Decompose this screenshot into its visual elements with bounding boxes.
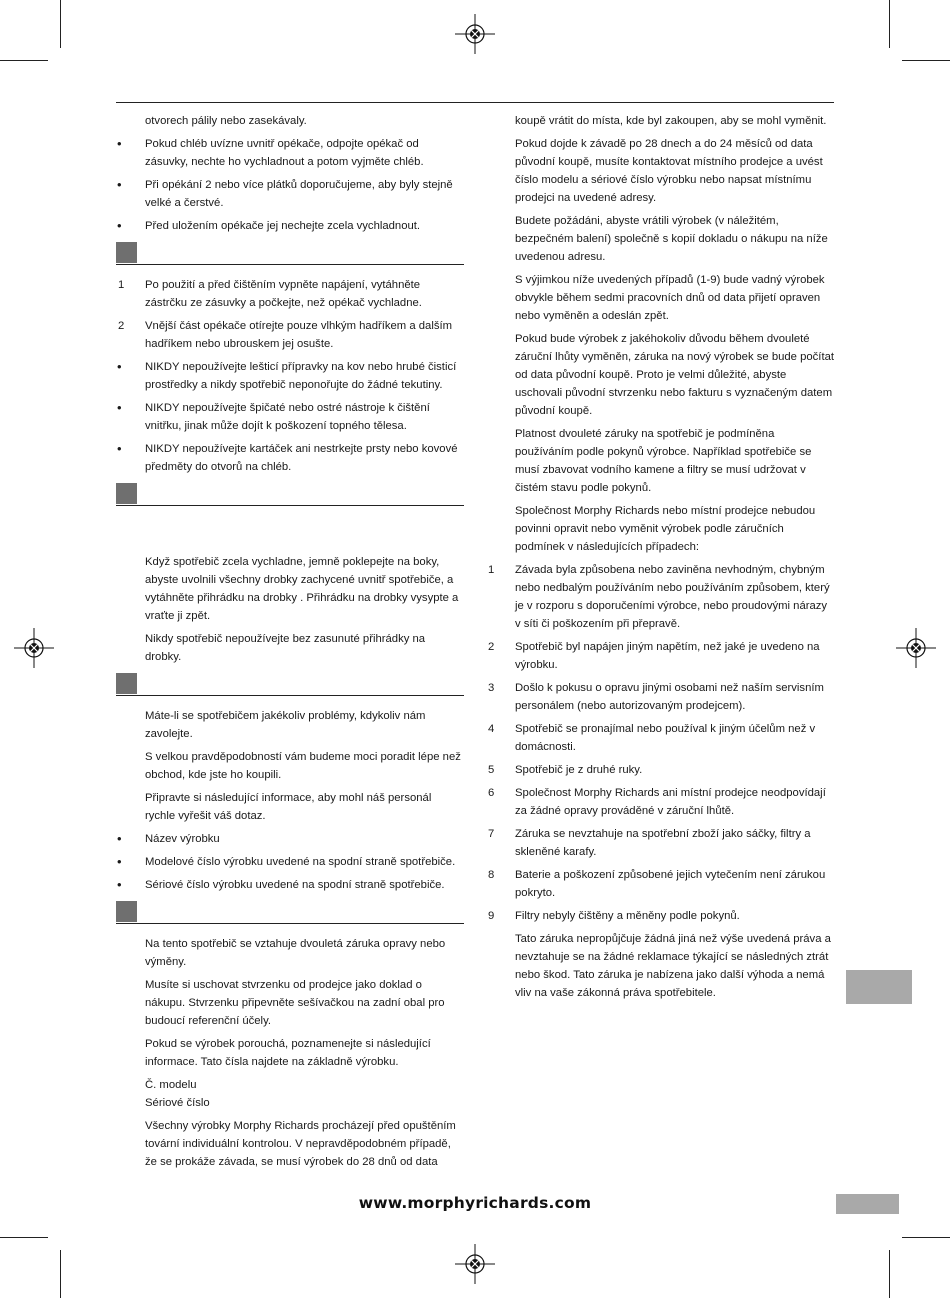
section-divider-warranty: [116, 901, 464, 924]
item-number: 6: [488, 787, 495, 799]
numbered-item: [116, 276, 464, 312]
item-number: 2: [488, 641, 495, 653]
section-marker: [116, 483, 137, 504]
crop-mark: [0, 1237, 48, 1238]
crop-mark: [0, 60, 48, 61]
paragraph: Na tento spotřebič se vztahuje dvouletá záruka opravy nebo výměny.: [145, 938, 446, 968]
section-divider-helpline: [116, 673, 464, 696]
item-number: 1: [118, 279, 125, 291]
item-text: Záruka se nevztahuje na spotřební zboží jako sáčky, filtry a skleněné karafy.: [515, 828, 811, 858]
exclusion-item: [486, 638, 834, 674]
paragraph: koupě vrátit do místa, kde byl zakoupen, aby se mohl vyměnit.: [515, 115, 827, 127]
registration-mark-icon: [896, 628, 936, 668]
paragraph: Máte-li se spotřebičem jakékoliv problémy, kdykoliv nám zavolejte.: [145, 710, 426, 740]
paragraph: Pokud bude výrobek z jakéhokoliv důvodu během dvouleté záruční lhůty vyměněn, záruka na nový výrobek se bude počítat od data původní koupě. Proto je velmi důležité, abyste uschovali původní stvrzenku nebo fakturu s vyznačeným datem původní koupě.: [515, 333, 834, 417]
paragraph: Musíte si uschovat stvrzenku od prodejce jako doklad o nákupu. Stvrzenku připevněte sešívačkou na zadní obal pro budoucí referenční účely.: [145, 979, 445, 1027]
paragraph: Připravte si následující informace, aby mohl náš personál rychle vyřešit váš dotaz.: [145, 792, 432, 822]
list-item: • Sériové číslo výrobku uvedené na spodní straně spotřebiče.: [116, 876, 464, 894]
exclusion-item: [486, 907, 834, 925]
list-item: • NIKDY nepoužívejte lešticí přípravky na kov nebo hrubé čisticí prostředky a nikdy spotřebič neponořujte do žádné tekutiny.: [116, 358, 464, 394]
exclusion-item: [486, 561, 834, 633]
paragraph: Tato záruka nepropůjčuje žádná jiná než výše uvedená práva a nevztahuje se na žádné reklamace týkající se následných ztrát nebo škod. Tato záruka je nabízena jako další výhoda a nemá vliv na vaše zákonná práva spotřebitele.: [515, 933, 831, 999]
exclusion-item: [486, 866, 834, 902]
item-text: Spotřebič je z druhé ruky.: [515, 764, 643, 776]
exclusion-item: [486, 761, 834, 779]
item-text: Filtry nebyly čištěny a měněny podle pokynů.: [515, 910, 740, 922]
right-column: [486, 112, 834, 1007]
crop-mark: [902, 1237, 950, 1238]
paragraph: Pokud dojde k závadě po 28 dnech a do 24 měsíců od data původní koupě, musíte kontaktovat místního prodejce a uvést číslo modelu a sériové číslo výrobku nebo napsat místnímu prodejci na uvedené adresy.: [515, 138, 823, 204]
item-number: 4: [488, 723, 495, 735]
paragraph: Platnost dvouleté záruky na spotřebič je podmíněna používáním podle pokynů výrobce. Například spotřebiče se musí zbavovat vodního kamene a filtry se musí udržovat v čistém stavu podle pokynů.: [515, 428, 812, 494]
continued-text: otvorech pálily nebo zasekávaly.: [145, 115, 307, 127]
item-number: 7: [488, 828, 495, 840]
paragraph: Nikdy spotřebič nepoužívejte bez zasunuté přihrádky na drobky.: [145, 633, 426, 663]
list-item: • NIKDY nepoužívejte kartáček ani nestrkejte prsty nebo kovové předměty do otvorů na chléb.: [116, 440, 464, 476]
item-number: 9: [488, 910, 495, 922]
exclusion-item: [486, 825, 834, 861]
header-rule: [116, 102, 834, 103]
list-item: • Před uložením opékače jej nechejte zcela vychladnout.: [116, 217, 464, 235]
section-divider-cleaning: [116, 242, 464, 265]
paragraph: Všechny výrobky Morphy Richards procházejí před opuštěním tovární individuální kontrolou. V nepravděpodobném případě, že se prokáže závada, se musí výrobek do 28 dnů od data: [145, 1120, 456, 1168]
paragraph: Pokud se výrobek porouchá, poznamenejte si následující informace. Tato čísla najdete na základně výrobku.: [145, 1038, 431, 1068]
spacer: [116, 517, 464, 553]
item-text: Došlo k pokusu o opravu jinými osobami než naším servisním personálem (nebo autorizovaným prodejcem).: [515, 682, 824, 712]
numbered-item: [116, 317, 464, 353]
item-text: Po použití a před čištěním vypněte napájení, vytáhněte zástrčku ze zásuvky a počkejte, než opékač vychladne.: [145, 279, 422, 309]
paragraph: Když spotřebič zcela vychladne, jemně poklepejte na boky, abyste uvolnili všechny drobky zachycené uvnitř spotřebiče, a vytáhněte přihrádku na drobky . Přihrádku na drobky vysypte a vraťte ji zpět.: [145, 556, 459, 622]
crop-mark: [60, 0, 61, 48]
paragraph: Budete požádáni, abyste vrátili výrobek (v náležitém, bezpečném balení) společně s kopií dokladu o nákupu na níže uvedenou adresu.: [515, 215, 828, 263]
exclusion-item: [486, 784, 834, 820]
section-marker: [116, 673, 137, 694]
model-number-label: Č. modelu: [145, 1079, 197, 1091]
item-text: Vnější část opékače otírejte pouze vlhkým hadříkem a dalším hadříkem nebo ubrouskem jej osušte.: [145, 320, 453, 350]
serial-number-label: Sériové číslo: [145, 1097, 210, 1109]
list-item: • Modelové číslo výrobku uvedené na spodní straně spotřebiče.: [116, 853, 464, 871]
footer-website: www.morphyrichards.com: [358, 1194, 592, 1212]
item-number: 1: [488, 564, 495, 576]
item-text: Společnost Morphy Richards ani místní prodejce neodpovídají za žádné opravy prováděné v záruční lhůtě.: [515, 787, 826, 817]
registration-mark-icon: [455, 14, 495, 54]
item-text: Závada byla způsobena nebo zaviněna nevhodným, chybným nebo nedbalým používáním nebo používáním způsobem, který je v rozporu s doporučeními výrobce, nebo proudovými nárazy v síti či poškozením při přepravě.: [515, 564, 830, 630]
paragraph: Společnost Morphy Richards nebo místní prodejce nebudou povinni opravit nebo vyměnit výrobek podle záručních podmínek v následujících případech:: [515, 505, 816, 553]
section-marker: [116, 901, 137, 922]
list-item: • Při opékání 2 nebo více plátků doporučujeme, aby byly stejně velké a čerstvé.: [116, 176, 464, 212]
exclusion-item: [486, 679, 834, 715]
crop-mark: [60, 1250, 61, 1298]
list-item: • NIKDY nepoužívejte špičaté nebo ostré nástroje k čištění vnitřku, jinak může dojít k poškození topného tělesa.: [116, 399, 464, 435]
exclusion-item: [486, 720, 834, 756]
registration-mark-icon: [14, 628, 54, 668]
crop-mark: [889, 0, 890, 48]
list-item: • Název výrobku: [116, 830, 464, 848]
section-marker: [116, 242, 137, 263]
registration-mark-icon: [455, 1244, 495, 1284]
paragraph: S velkou pravděpodobností vám budeme moci poradit lépe než obchod, kde jste ho koupili.: [145, 751, 461, 781]
crop-mark: [902, 60, 950, 61]
section-divider-crumb-tray: [116, 483, 464, 506]
item-number: 5: [488, 764, 495, 776]
item-number: 3: [488, 682, 495, 694]
item-number: 8: [488, 869, 495, 881]
item-text: Spotřebič byl napájen jiným napětím, než jaké je uvedeno na výrobku.: [515, 641, 820, 671]
paragraph: S výjimkou níže uvedených případů (1-9) bude vadný výrobek obvykle během sedmi pracovních dnů od data přijetí opraven nebo vyměněn a odeslán zpět.: [515, 274, 825, 322]
item-number: 2: [118, 320, 125, 332]
list-item: • Pokud chléb uvízne uvnitř opékače, odpojte opékač od zásuvky, nechte ho vychladnout a potom vyjměte chléb.: [116, 135, 464, 171]
left-column: [116, 112, 464, 1176]
crop-mark: [889, 1250, 890, 1298]
item-text: Baterie a poškození způsobené jejich vytečením není zárukou pokryto.: [515, 869, 826, 899]
item-text: Spotřebič se pronajímal nebo používal k jiným účelům než v domácnosti.: [515, 723, 816, 753]
language-tab: [846, 970, 912, 1004]
